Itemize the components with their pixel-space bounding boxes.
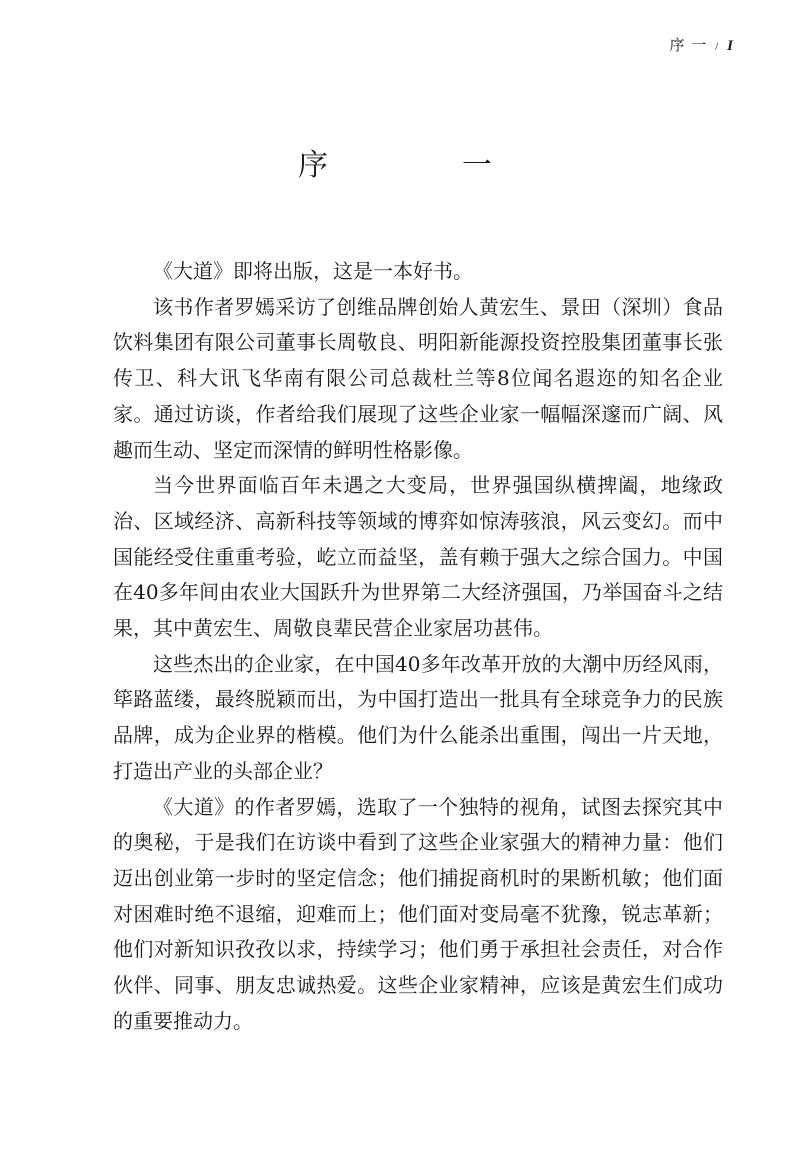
page-title: 序 一 [298, 148, 544, 183]
paragraph: 这些杰出的企业家，在中国40多年改革开放的大潮中历经风雨，筚路蓝缕，最终脱颖而出，为中国打造出一批具有全球竞争力的民族品牌，成为企业界的楷模。他们为什么能杀出重围，闯出一片天地，打造出产业的头部企业？ [113, 651, 723, 783]
paragraph: 《大道》即将出版，这是一本好书。 [153, 259, 473, 283]
running-header-section: 序 一 [669, 36, 708, 54]
paragraph: 当今世界面临百年未遇之大变局，世界强国纵横捭阖，地缘政治、区域经济、高新科技等领域的博弈如惊涛骇浪，风云变幻。而中国能经受住重重考验，屹立而益坚，盖有赖于强大之综合国力。中国在40多年间由农业大国跃升为世界第二大经济强国，乃举国奋斗之结果，其中黄宏生、周敬良辈民营企业家居功甚伟。 [113, 473, 723, 641]
body-text [113, 254, 723, 1039]
paragraph: 该书作者罗嫣采访了创维品牌创始人黄宏生、景田（深圳）食品饮料集团有限公司董事长周敬良、明阳新能源投资控股集团董事长张传卫、科大讯飞华南有限公司总裁杜兰等8位闻名遐迩的知名企业家。通过访谈，作者给我们展现了这些企业家一幅幅深邃而广阔、风趣而生动、坚定而深情的鲜明性格影像。 [113, 294, 723, 462]
paragraph: 《大道》的作者罗嫣，选取了一个独特的视角，试图去探究其中的奥秘，于是我们在访谈中看到了这些企业家强大的精神力量：他们迈出创业第一步时的坚定信念；他们捕捉商机时的果断机敏；他们面对困难时绝不退缩，迎难而上；他们面对变局毫不犹豫，锐志革新；他们对新知识孜孜以求，持续学习；他们勇于承担社会责任，对合作伙伴、同事、朋友忠诚热爱。这些企业家精神，应该是黄宏生们成功的重要推动力。 [113, 794, 723, 1033]
page-number: I [727, 38, 734, 54]
running-header-separator: / [715, 39, 720, 53]
running-header [669, 34, 734, 55]
